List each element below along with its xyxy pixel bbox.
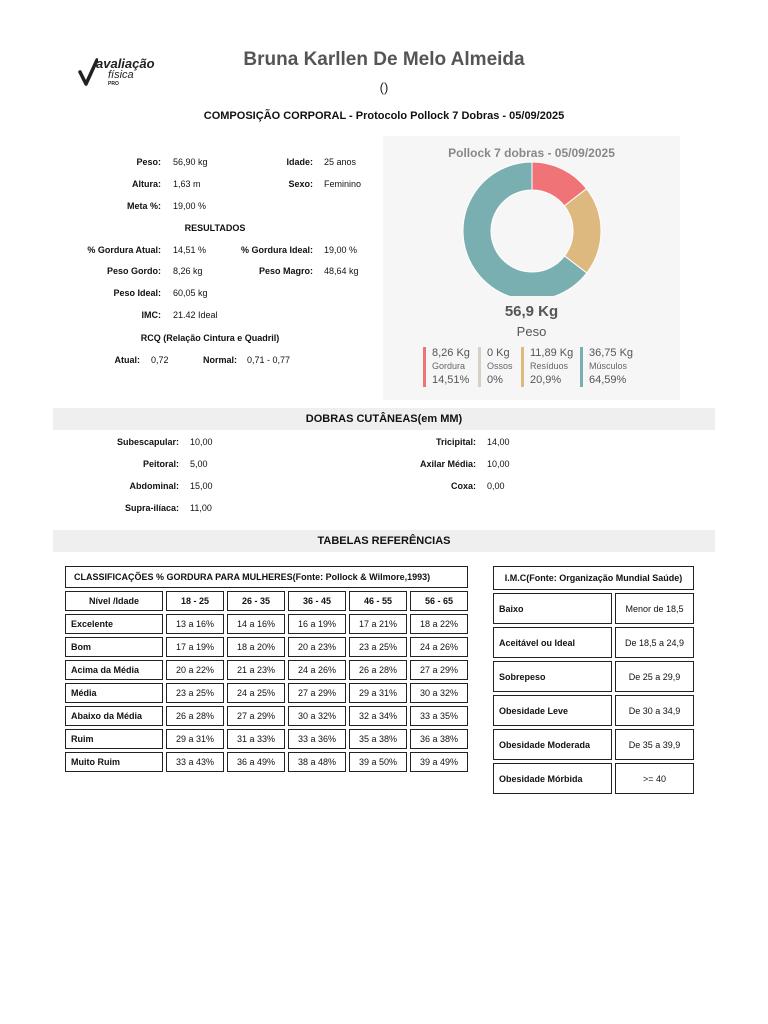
table-cell: 30 a 32%: [410, 683, 468, 703]
row-label: Baixo: [493, 593, 612, 624]
imc-label: IMC:: [141, 310, 161, 320]
rcq-normal-value: 0,71 - 0,77: [247, 355, 291, 365]
legend-name: Resíduos: [530, 361, 569, 371]
gordura-classification-table: [62, 563, 471, 775]
rcq-title: RCQ (Relação Cintura e Quadril): [140, 333, 280, 343]
report-title: COMPOSIÇÃO CORPORAL - Protocolo Pollock 7 Dobras - 05/09/2025: [203, 110, 565, 122]
dobras-section-title: DOBRAS CUTÂNEAS(em MM): [53, 408, 715, 430]
table-cell: 33 a 35%: [410, 706, 468, 726]
legend-pct: 20,9%: [530, 374, 562, 386]
table-cell: 35 a 38%: [349, 729, 407, 749]
table-row: [65, 752, 468, 772]
logo-text-secondary: física: [108, 69, 134, 81]
legend-pct: 14,51%: [432, 374, 470, 386]
gordura-ideal-value: 19,00 %: [324, 245, 358, 255]
table-row: [65, 660, 468, 680]
column-header: 36 - 45: [288, 591, 346, 611]
imc-reference-table: [490, 563, 697, 797]
table-cell: 24 a 26%: [288, 660, 346, 680]
coxa-label: Coxa:: [450, 481, 476, 491]
peso-label: Peso:: [136, 157, 161, 167]
table-row: [65, 637, 468, 657]
body-composition-chart: [383, 136, 680, 400]
chart-title: Pollock 7 dobras - 05/09/2025: [448, 146, 615, 160]
table-cell: 29 a 31%: [166, 729, 224, 749]
peso-gordo-value: 8,26 kg: [173, 266, 203, 276]
table-row: [65, 614, 468, 634]
imc-value: 21.42 Ideal: [173, 310, 218, 320]
legend-pct: 0%: [487, 374, 503, 386]
table-cell: 16 a 19%: [288, 614, 346, 634]
table-row: [493, 729, 694, 760]
axilar-value: 10,00: [487, 459, 510, 469]
row-label: Obesidade Mórbida: [493, 763, 612, 794]
rcq-atual-value: 0,72: [151, 355, 169, 365]
gordura-atual-label: % Gordura Atual:: [87, 245, 161, 255]
row-label: Ruim: [65, 729, 163, 749]
altura-label: Altura:: [132, 179, 161, 189]
table-cell: 18 a 20%: [227, 637, 285, 657]
peitoral-label: Peitoral:: [142, 459, 179, 469]
abdominal-value: 15,00: [190, 481, 213, 491]
table-cell: 29 a 31%: [349, 683, 407, 703]
table-row: [493, 593, 694, 624]
legend-kg: 11,89 Kg: [530, 347, 574, 359]
column-header: 18 - 25: [166, 591, 224, 611]
legend-pct: 64,59%: [589, 374, 627, 386]
table-row: [65, 706, 468, 726]
column-header: 26 - 35: [227, 591, 285, 611]
column-header: 46 - 55: [349, 591, 407, 611]
table-cell: 33 a 36%: [288, 729, 346, 749]
sexo-label: Sexo:: [288, 179, 313, 189]
table-cell: 17 a 19%: [166, 637, 224, 657]
sexo-value: Feminino: [324, 179, 362, 189]
gordura-table-caption: CLASSIFICAÇÕES % GORDURA PARA MULHERES(Fonte: Pollock & Wilmore,1993): [65, 566, 468, 588]
legend-item-ossos: [478, 347, 513, 387]
meta-value: 19,00 %: [173, 201, 207, 211]
row-label: Obesidade Leve: [493, 695, 612, 726]
table-cell: 24 a 25%: [227, 683, 285, 703]
row-label: Abaixo da Média: [65, 706, 163, 726]
column-header: Nível /Idade: [65, 591, 163, 611]
coxa-value: 0,00: [487, 481, 505, 491]
table-cell: 30 a 32%: [288, 706, 346, 726]
peso-magro-label: Peso Magro:: [258, 266, 313, 276]
tricipital-label: Tricipital:: [435, 437, 476, 447]
rcq-atual-label: Atual:: [114, 355, 140, 365]
legend-name: Gordura: [432, 361, 466, 371]
table-cell: 33 a 43%: [166, 752, 224, 772]
chart-center-value: 56,9 Kg: [504, 303, 559, 320]
peso-ideal-value: 60,05 kg: [173, 288, 208, 298]
table-cell: De 18,5 a 24,9: [615, 627, 694, 658]
legend-kg: 0 Kg: [487, 347, 510, 359]
table-cell: 39 a 49%: [410, 752, 468, 772]
row-label: Média: [65, 683, 163, 703]
patient-name: Bruna Karllen De Melo Almeida: [243, 49, 525, 70]
legend-name: Músculos: [589, 361, 628, 371]
peso-magro-value: 48,64 kg: [324, 266, 359, 276]
logo-text-pro: PRO: [108, 81, 119, 87]
table-cell: 26 a 28%: [166, 706, 224, 726]
donut-chart: [383, 136, 680, 296]
subescapular-value: 10,00: [190, 437, 213, 447]
rcq-normal-label: Normal:: [202, 355, 237, 365]
table-cell: 23 a 25%: [349, 637, 407, 657]
peso-ideal-label: Peso Ideal:: [113, 288, 161, 298]
axilar-label: Axilar Média:: [419, 459, 476, 469]
table-cell: 14 a 16%: [227, 614, 285, 634]
table-row: [493, 627, 694, 658]
table-cell: 20 a 22%: [166, 660, 224, 680]
row-label: Acima da Média: [65, 660, 163, 680]
tricipital-value: 14,00: [487, 437, 510, 447]
table-cell: 26 a 28%: [349, 660, 407, 680]
chart-center-label: Peso: [516, 324, 547, 339]
table-cell: 21 a 23%: [227, 660, 285, 680]
table-cell: 27 a 29%: [288, 683, 346, 703]
table-row: [493, 695, 694, 726]
table-cell: >= 40: [615, 763, 694, 794]
row-label: Obesidade Moderada: [493, 729, 612, 760]
table-cell: 32 a 34%: [349, 706, 407, 726]
patient-subtitle: (): [379, 80, 389, 95]
logo-text: avaliação: [96, 56, 155, 71]
row-label: Sobrepeso: [493, 661, 612, 692]
table-cell: 39 a 50%: [349, 752, 407, 772]
table-cell: 17 a 21%: [349, 614, 407, 634]
legend-kg: 8,26 Kg: [432, 347, 470, 359]
gordura-atual-value: 14,51 %: [173, 245, 207, 255]
table-row: [493, 763, 694, 794]
table-cell: 20 a 23%: [288, 637, 346, 657]
abdominal-label: Abdominal:: [129, 481, 179, 491]
idade-label: Idade:: [286, 157, 313, 167]
table-cell: 24 a 26%: [410, 637, 468, 657]
table-header-row: [65, 591, 468, 611]
altura-value: 1,63 m: [173, 179, 201, 189]
subescapular-label: Subescapular:: [116, 437, 179, 447]
row-label: Muito Ruim: [65, 752, 163, 772]
table-cell: 13 a 16%: [166, 614, 224, 634]
table-cell: Menor de 18,5: [615, 593, 694, 624]
legend-item-residuos: [521, 347, 573, 387]
table-cell: 38 a 48%: [288, 752, 346, 772]
peitoral-value: 5,00: [190, 459, 208, 469]
table-row: [493, 661, 694, 692]
meta-label: Meta %:: [126, 201, 161, 211]
table-cell: 18 a 22%: [410, 614, 468, 634]
table-cell: De 30 a 34,9: [615, 695, 694, 726]
imc-table-caption: I.M.C(Fonte: Organização Mundial Saúde): [493, 566, 694, 590]
table-cell: 36 a 49%: [227, 752, 285, 772]
row-label: Bom: [65, 637, 163, 657]
tabelas-section-title: TABELAS REFERÊNCIAS: [53, 530, 715, 552]
legend-item-musculos: [580, 347, 633, 387]
table-cell: De 35 a 39,9: [615, 729, 694, 760]
table-cell: 23 a 25%: [166, 683, 224, 703]
table-row: [65, 729, 468, 749]
suprailiaca-value: 11,00: [190, 503, 212, 513]
table-cell: 27 a 29%: [227, 706, 285, 726]
results-title: RESULTADOS: [184, 223, 246, 233]
legend-name: Ossos: [487, 361, 513, 371]
idade-value: 25 anos: [324, 157, 357, 167]
table-cell: De 25 a 29,9: [615, 661, 694, 692]
legend-kg: 36,75 Kg: [589, 347, 634, 359]
legend-item-gordura: [423, 347, 470, 387]
row-label: Aceitável ou Ideal: [493, 627, 612, 658]
table-caption-row: [65, 566, 468, 588]
peso-gordo-label: Peso Gordo:: [106, 266, 161, 276]
peso-value: 56,90 kg: [173, 157, 208, 167]
table-cell: 31 a 33%: [227, 729, 285, 749]
row-label: Excelente: [65, 614, 163, 634]
suprailiaca-label: Supra-ilíaca:: [124, 503, 179, 513]
table-caption-row: [493, 566, 694, 590]
table-cell: 27 a 29%: [410, 660, 468, 680]
table-cell: 36 a 38%: [410, 729, 468, 749]
gordura-ideal-label: % Gordura Ideal:: [240, 245, 313, 255]
table-row: [65, 683, 468, 703]
column-header: 56 - 65: [410, 591, 468, 611]
